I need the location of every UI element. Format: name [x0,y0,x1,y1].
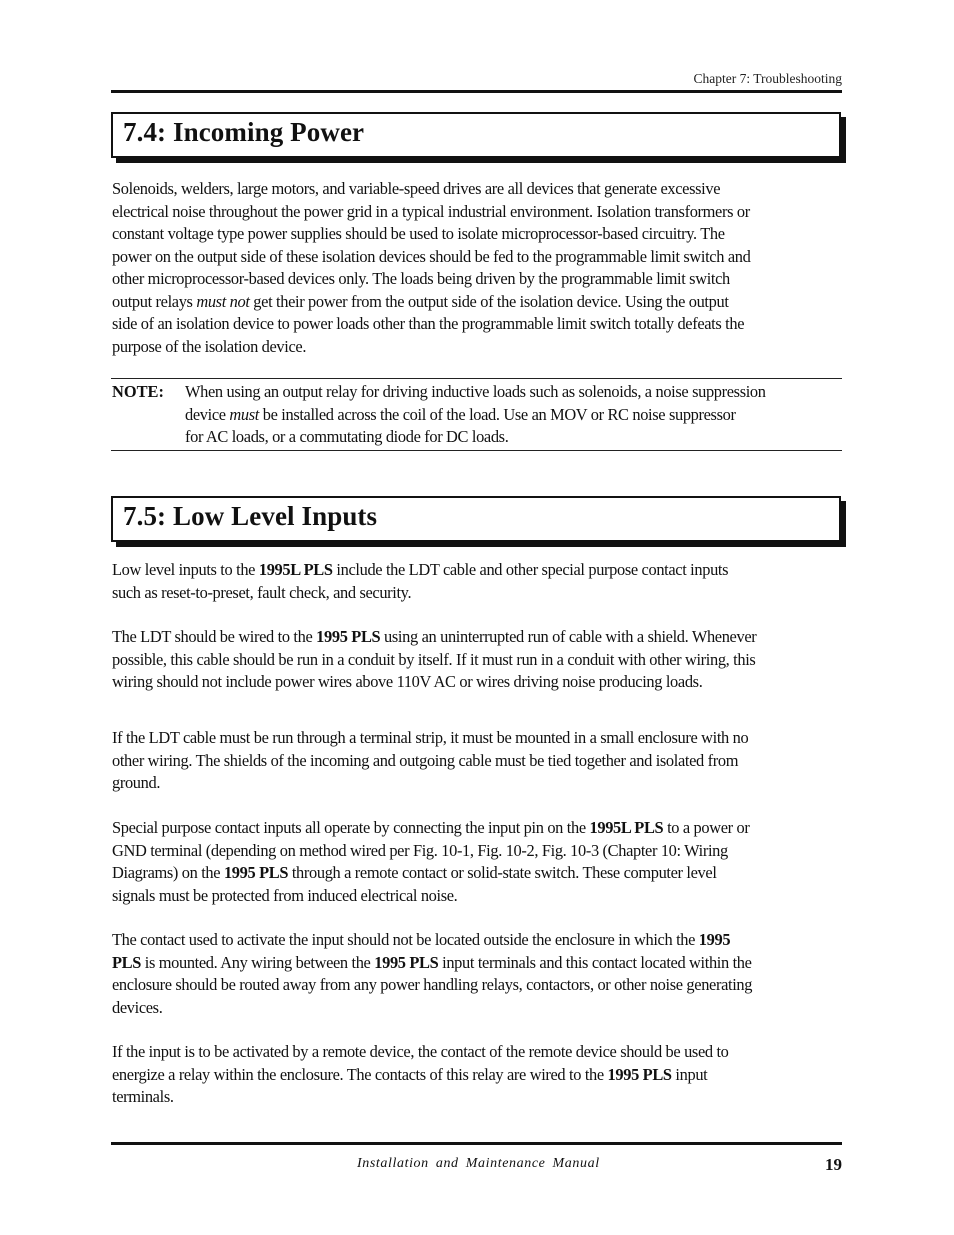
paragraph-remote-device [112,1041,844,1109]
text-run: The LDT should be wired to the [112,627,317,646]
text-line [112,1041,844,1064]
text-line [112,626,844,649]
text-line [112,268,844,291]
text-run: to a power or [663,818,750,837]
text-line [112,582,844,605]
bold-text: 1995L PLS [589,818,664,837]
text-run: is mounted. Any wiring between the [141,952,375,972]
text-run: side of an isolation device to power loads other than the programmable limit switch totally defeats the [112,314,745,333]
text-run: purpose of the isolation device. [112,336,307,356]
text-line [112,885,844,908]
section-heading-box-7-4 [111,112,841,158]
text-run: energize a relay within the enclosure. The contacts of this relay are wired to the [112,1064,608,1084]
paragraph-contact-location [112,929,844,1019]
text-line [112,559,844,582]
text-line [185,404,845,427]
text-run: other wiring. The shields of the incoming and outgoing cable must be tied together and isolated from [112,750,739,770]
text-line [112,201,844,224]
text-run: through a remote contact or solid-state switch. These computer level [288,863,717,882]
text-run: using an uninterrupted run of cable with a shield. Whenever [380,627,757,646]
text-run: terminals. [112,1087,174,1106]
note-label: NOTE: [112,382,164,401]
text-line [112,649,844,672]
text-run: Diagrams) on the [112,863,224,882]
text-run: device [185,404,230,424]
text-run: Low level inputs to the [112,560,259,579]
text-run: The contact used to activate the input should not be located outside the enclosure in which the [112,930,699,949]
section-title-7-5: 7.5: Low Level Inputs [123,501,378,531]
bold-text: 1995 PLS [607,1064,672,1084]
bold-text: 1995 PLS [223,863,289,882]
text-run: When using an output relay for driving inductive loads such as solenoids, a noise suppression [185,382,766,401]
text-line [112,862,844,885]
text-run: If the LDT cable must be run through a terminal strip, it must be mounted in a small enclosure with no [112,728,749,747]
italic-text: must [229,404,259,424]
text-run: enclosure should be routed away from any power handling relays, contactors, or other noise generating [112,975,753,994]
text-run: ground. [112,773,161,792]
text-run: If the input is to be activated by a remote device, the contact of the remote device should be used to [112,1042,729,1061]
text-line [112,997,844,1020]
text-line [112,1086,844,1109]
text-line [112,929,844,952]
note-text [185,381,845,449]
text-line [112,727,844,750]
text-line [112,772,844,795]
text-line [112,1064,844,1087]
text-run: GND terminal (depending on method wired per Fig. 10-1, Fig. 10-2, Fig. 10-3 (Chapter 10: Wiring [112,840,728,860]
text-line [112,840,844,863]
text-run: signals must be protected from induced electrical noise. [112,885,458,905]
text-run: electrical noise throughout the power grid in a typical industrial environment. Isolation transformers or [112,201,750,221]
text-run: power on the output side of these isolation devices should be fed to the programmable limit switch and [112,246,751,266]
text-line [112,291,844,314]
text-run: possible, this cable should be run in a conduit by itself. If it must run in a conduit with other wiring, this [112,649,756,669]
text-line [112,336,844,359]
text-line [112,750,844,773]
text-line [112,313,844,336]
bold-text: PLS [112,952,142,972]
paragraph-contact-inputs [112,817,844,907]
text-run: get their power from the output side of the isolation device. Using the output [249,291,729,311]
text-line [185,426,845,449]
text-run: other microprocessor-based devices only. The loads being driven by the programmable limit switch [112,269,730,288]
paragraph-low-level-intro [112,559,844,604]
text-line [112,246,844,269]
text-run: wiring should not include power wires above 110V AC or wires driving noise producing loads. [112,672,703,691]
text-line [112,974,844,997]
page-number: 19 [825,1155,842,1174]
bold-text: 1995 PLS [316,627,381,646]
running-head: Chapter 7: Troubleshooting [693,71,842,86]
paragraph-incoming-power [112,178,844,358]
text-run: include the LDT cable and other special purpose contact inputs [332,560,729,579]
bold-text: 1995 PLS [374,952,439,972]
footer-title: Installation and Maintenance Manual [357,1156,600,1171]
text-run: be installed across the coil of the load. Use an MOV or RC noise suppressor [259,404,736,424]
text-line [112,952,844,975]
text-run: output relays [112,291,197,311]
text-run: devices. [112,997,163,1017]
bold-text: 1995 [698,930,731,949]
bold-text: 1995L PLS [258,560,333,579]
text-line [112,671,844,694]
text-run: input [671,1064,708,1084]
text-line [112,223,844,246]
text-line [112,817,844,840]
text-run: such as reset-to-preset, fault check, and security. [112,582,412,602]
text-line [185,381,845,404]
note-bottom-rule [111,450,842,451]
paragraph-terminal-strip [112,727,844,795]
text-run: input terminals and this contact located within the [438,952,752,972]
footer-rule [111,1142,842,1145]
section-title-7-4: 7.4: Incoming Power [123,117,365,147]
section-heading-box-7-5 [111,496,841,542]
text-run: for AC loads, or a commutating diode for DC loads. [185,427,509,446]
paragraph-ldt-wiring [112,626,844,694]
note-top-rule [111,378,842,379]
text-run: Special purpose contact inputs all operate by connecting the input pin on the [112,818,590,837]
text-line [112,178,844,201]
italic-text: must not [196,291,250,311]
text-run: constant voltage type power supplies should be used to isolate microprocessor-based circuitry. The [112,224,725,243]
text-run: Solenoids, welders, large motors, and variable-speed drives are all devices that generate excessive [112,179,721,198]
header-rule [111,90,842,93]
